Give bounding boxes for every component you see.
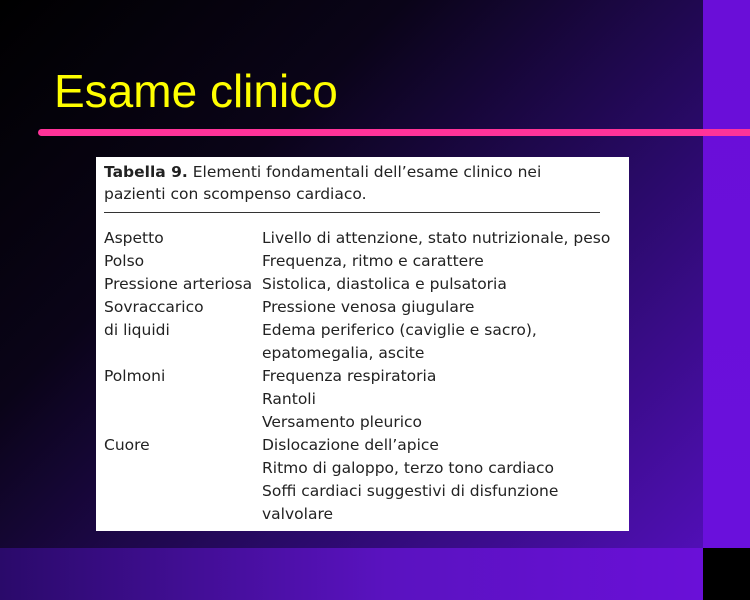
row-detail: Dislocazione dell’apice xyxy=(262,436,439,454)
table-row xyxy=(104,411,624,434)
table-row xyxy=(104,434,624,457)
table-caption-label: Tabella 9. xyxy=(104,163,188,181)
table-caption xyxy=(104,161,604,205)
row-detail: Sistolica, diastolica e pulsatoria xyxy=(262,275,507,293)
row-category: Polmoni xyxy=(104,367,166,385)
row-category xyxy=(104,480,262,503)
table-row xyxy=(104,250,624,273)
table-row xyxy=(104,342,624,365)
row-detail: epatomegalia, ascite xyxy=(262,344,425,362)
table-rows xyxy=(104,227,624,526)
bottom-accent-bar xyxy=(0,548,703,600)
row-detail: Versamento pleurico xyxy=(262,413,423,431)
row-detail: Frequenza, ritmo e carattere xyxy=(262,252,484,270)
right-accent-bar xyxy=(703,0,750,548)
row-category xyxy=(104,411,262,434)
row-category xyxy=(104,342,262,365)
table-row xyxy=(104,480,624,503)
row-category xyxy=(104,503,262,526)
table-row xyxy=(104,388,624,411)
slide-title: Esame clinico xyxy=(54,65,338,117)
corner-block xyxy=(703,548,750,600)
row-detail: Edema periferico (caviglie e sacro), xyxy=(262,321,537,339)
row-detail: Pressione venosa giugulare xyxy=(262,298,475,316)
table-panel xyxy=(96,157,629,531)
row-detail: Ritmo di galoppo, terzo tono cardiaco xyxy=(262,459,554,477)
row-category: Cuore xyxy=(104,436,150,454)
table-row xyxy=(104,319,624,342)
table-row xyxy=(104,365,624,388)
table-row xyxy=(104,227,624,250)
row-category xyxy=(104,388,262,411)
table-row xyxy=(104,296,624,319)
row-category: Aspetto xyxy=(104,229,164,247)
row-category: di liquidi xyxy=(104,321,170,339)
row-detail: Rantoli xyxy=(262,390,316,408)
row-category: Polso xyxy=(104,252,145,270)
title-underline xyxy=(38,129,750,136)
table-row xyxy=(104,457,624,480)
row-detail: Livello di attenzione, stato nutrizionale, peso xyxy=(262,229,611,247)
row-category xyxy=(104,457,262,480)
row-detail: Frequenza respiratoria xyxy=(262,367,437,385)
row-detail: Soffi cardiaci suggestivi di disfunzione xyxy=(262,482,559,500)
table-caption-text: Elementi fondamentali dell’esame clinico nei pazienti con scompenso cardiaco. xyxy=(104,163,542,203)
table-row xyxy=(104,503,624,526)
table-row xyxy=(104,273,624,296)
row-detail: valvolare xyxy=(262,505,334,523)
table-divider xyxy=(104,212,600,213)
row-category: Sovraccarico xyxy=(104,298,204,316)
row-category: Pressione arteriosa xyxy=(104,275,253,293)
